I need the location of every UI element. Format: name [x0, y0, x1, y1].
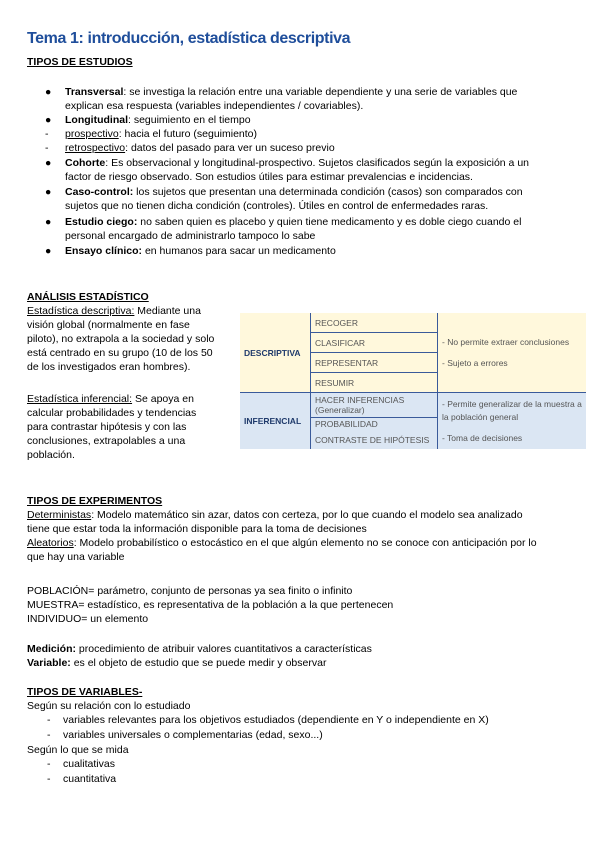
item-text: : hacia el futuro (seguimiento) [118, 128, 258, 140]
variable-term: Variable: [27, 657, 71, 669]
paragraph-line: que hay una variable [27, 551, 125, 563]
item-term: Transversal [65, 86, 124, 98]
paragraph-line: conclusiones, extrapolables a una [27, 435, 186, 447]
descriptive-label: DESCRIPTIVA [240, 313, 311, 393]
item-continuation: sujetos que no tienen dicha condición (controles). Útiles en control de enfermedades raras. [65, 200, 489, 212]
bullet-marker: ● [45, 186, 52, 198]
dash-marker: - [45, 128, 49, 140]
descriptive-paragraph [27, 304, 237, 374]
inferential-notes [438, 393, 587, 450]
item-text: no saben quien es placebo y quien tiene medicamento y es doble ciego cuando el [137, 216, 522, 228]
list-item: cualitativas [63, 758, 115, 770]
list-item [65, 156, 529, 170]
list-item [65, 85, 517, 99]
table-row [240, 313, 586, 333]
table-cell: RECOGER [311, 313, 438, 333]
bullet-marker: ● [45, 216, 52, 228]
item-term: Cohorte [65, 157, 106, 169]
definitions [27, 584, 393, 626]
dash-marker: - [47, 773, 51, 785]
list-item [65, 127, 257, 141]
statistics-table [240, 313, 586, 449]
subheading: Según lo que se mida [27, 744, 129, 756]
page-title: Tema 1: introducción, estadística descriptiva [27, 30, 351, 47]
measurement-term: Medición: [27, 643, 76, 655]
variables-list [27, 699, 587, 794]
table-row [240, 393, 586, 418]
table-cell: CLASIFICAR [311, 333, 438, 353]
item-text: : seguimiento en el tiempo [128, 114, 251, 126]
table-cell: HACER INFERENCIAS (Generalizar) [311, 393, 438, 418]
paragraph-line: Se apoya en [132, 393, 194, 405]
item-text: los sujetos que presentan una determinada condición (casos) son comparados con [133, 186, 523, 198]
dash-marker: - [47, 729, 51, 741]
paragraph-line: es el objeto de estudio que se puede medir y observar [70, 657, 327, 669]
measurement-definitions [27, 642, 372, 670]
paragraph-line: procedimiento de atribuir valores cuantitativos a características [76, 643, 372, 655]
table-cell: REPRESENTAR [311, 353, 438, 373]
item-continuation: factor de riesgo observado. Son estudios útiles para estimar prevalencias e incidencias. [65, 171, 473, 183]
definition-line: MUESTRA= estadístico, es representativa de la población a la que pertenecen [27, 599, 394, 611]
deterministic-term: Deterministas [27, 509, 92, 521]
item-term: retrospectivo [65, 142, 126, 154]
item-text: en humanos para sacar un medicamento [142, 245, 336, 257]
paragraph-line: Mediante una [134, 305, 201, 317]
item-term: Caso-control: [65, 186, 134, 198]
paragraph-line: de los investigados eran hombres). [27, 361, 191, 373]
section-heading-variables: TIPOS DE VARIABLES- [27, 686, 143, 698]
list-item: variables universales o complementarias (edad, sexo...) [63, 729, 323, 741]
item-continuation: personal encargado de administrarlo tampoco lo sabe [65, 230, 316, 242]
list-item [65, 113, 251, 127]
bullet-marker: ● [45, 157, 52, 169]
descriptive-notes [438, 313, 587, 393]
paragraph-line: : Modelo matemático sin azar, datos con certeza, por lo que cuando el modelo sea analizado [91, 509, 523, 521]
paragraph-line: : Modelo probabilístico o estocástico en el que algún elemento no se conoce con anticipación por lo [73, 537, 537, 549]
paragraph-line: población. [27, 449, 75, 461]
item-text: : Es observacional y longitudinal-prospectivo. Sujetos clasificados según la exposición a un [105, 157, 529, 169]
paragraph-line: piloto), no extrapola a la sociedad y solo [27, 333, 215, 345]
dash-marker: - [45, 142, 49, 154]
inferential-paragraph [27, 392, 237, 462]
dash-marker: - [47, 758, 51, 770]
paragraph-line: tiene que estar toda la información disponible para la toma de decisiones [27, 523, 367, 535]
inferential-term: Estadística inferencial: [27, 393, 133, 405]
list-item [65, 244, 336, 258]
list-item: cuantitativa [63, 773, 117, 785]
section-heading-analisis: ANÁLISIS ESTADÍSTICO [27, 291, 149, 303]
note-line: - Permite generalizar de la muestra a la población general [442, 398, 582, 422]
section-heading-experimentos: TIPOS DE EXPERIMENTOS [27, 495, 163, 507]
table-cell: RESUMIR [311, 373, 438, 393]
section-heading-tipos-estudios: TIPOS DE ESTUDIOS [27, 56, 133, 68]
random-term: Aleatorios [27, 537, 74, 549]
table-cell: PROBABILIDAD [311, 418, 438, 431]
bullet-marker: ● [45, 245, 52, 257]
note-line: - Sujeto a errores [442, 357, 508, 368]
study-types-list [0, 85, 600, 265]
paragraph-line: está centrado en su grupo (10 de los 50 [27, 347, 213, 359]
item-term: Longitudinal [65, 114, 128, 126]
list-item [65, 141, 335, 155]
list-item: variables relevantes para los objetivos estudiados (dependiente en Y o independiente en X) [63, 714, 489, 726]
bullet-marker: ● [45, 114, 52, 126]
experiments-text [27, 508, 537, 564]
paragraph-line: calcular probabilidades y tendencias [27, 407, 197, 419]
note-line: - Toma de decisiones [442, 432, 523, 443]
item-text: : datos del pasado para ver un suceso previo [125, 142, 335, 154]
descriptive-term: Estadística descriptiva: [27, 305, 135, 317]
note-line: - No permite extraer conclusiones [442, 336, 570, 347]
definition-line: INDIVIDUO= un elemento [27, 613, 149, 625]
item-term: Ensayo clínico: [65, 245, 143, 257]
inferential-label: INFERENCIAL [240, 393, 311, 450]
item-term: prospectivo [65, 128, 119, 140]
paragraph-line: para contrastar hipótesis y con las [27, 421, 187, 433]
paragraph-line: visión global (normalmente en fase [27, 319, 190, 331]
definition-line: POBLACIÓN= parámetro, conjunto de personas ya sea finito o infinito [27, 585, 353, 597]
bullet-marker: ● [45, 86, 52, 98]
subheading: Según su relación con lo estudiado [27, 700, 191, 712]
item-continuation: explican esa respuesta (variables independientes / covariables). [65, 100, 364, 112]
dash-marker: - [47, 714, 51, 726]
item-term: Estudio ciego: [65, 216, 138, 228]
item-text: : se investiga la relación entre una variable dependiente y una serie de variables que [123, 86, 518, 98]
list-item [65, 185, 523, 199]
list-item [65, 215, 521, 229]
table-cell: CONTRASTE DE HIPÓTESIS [311, 430, 438, 449]
